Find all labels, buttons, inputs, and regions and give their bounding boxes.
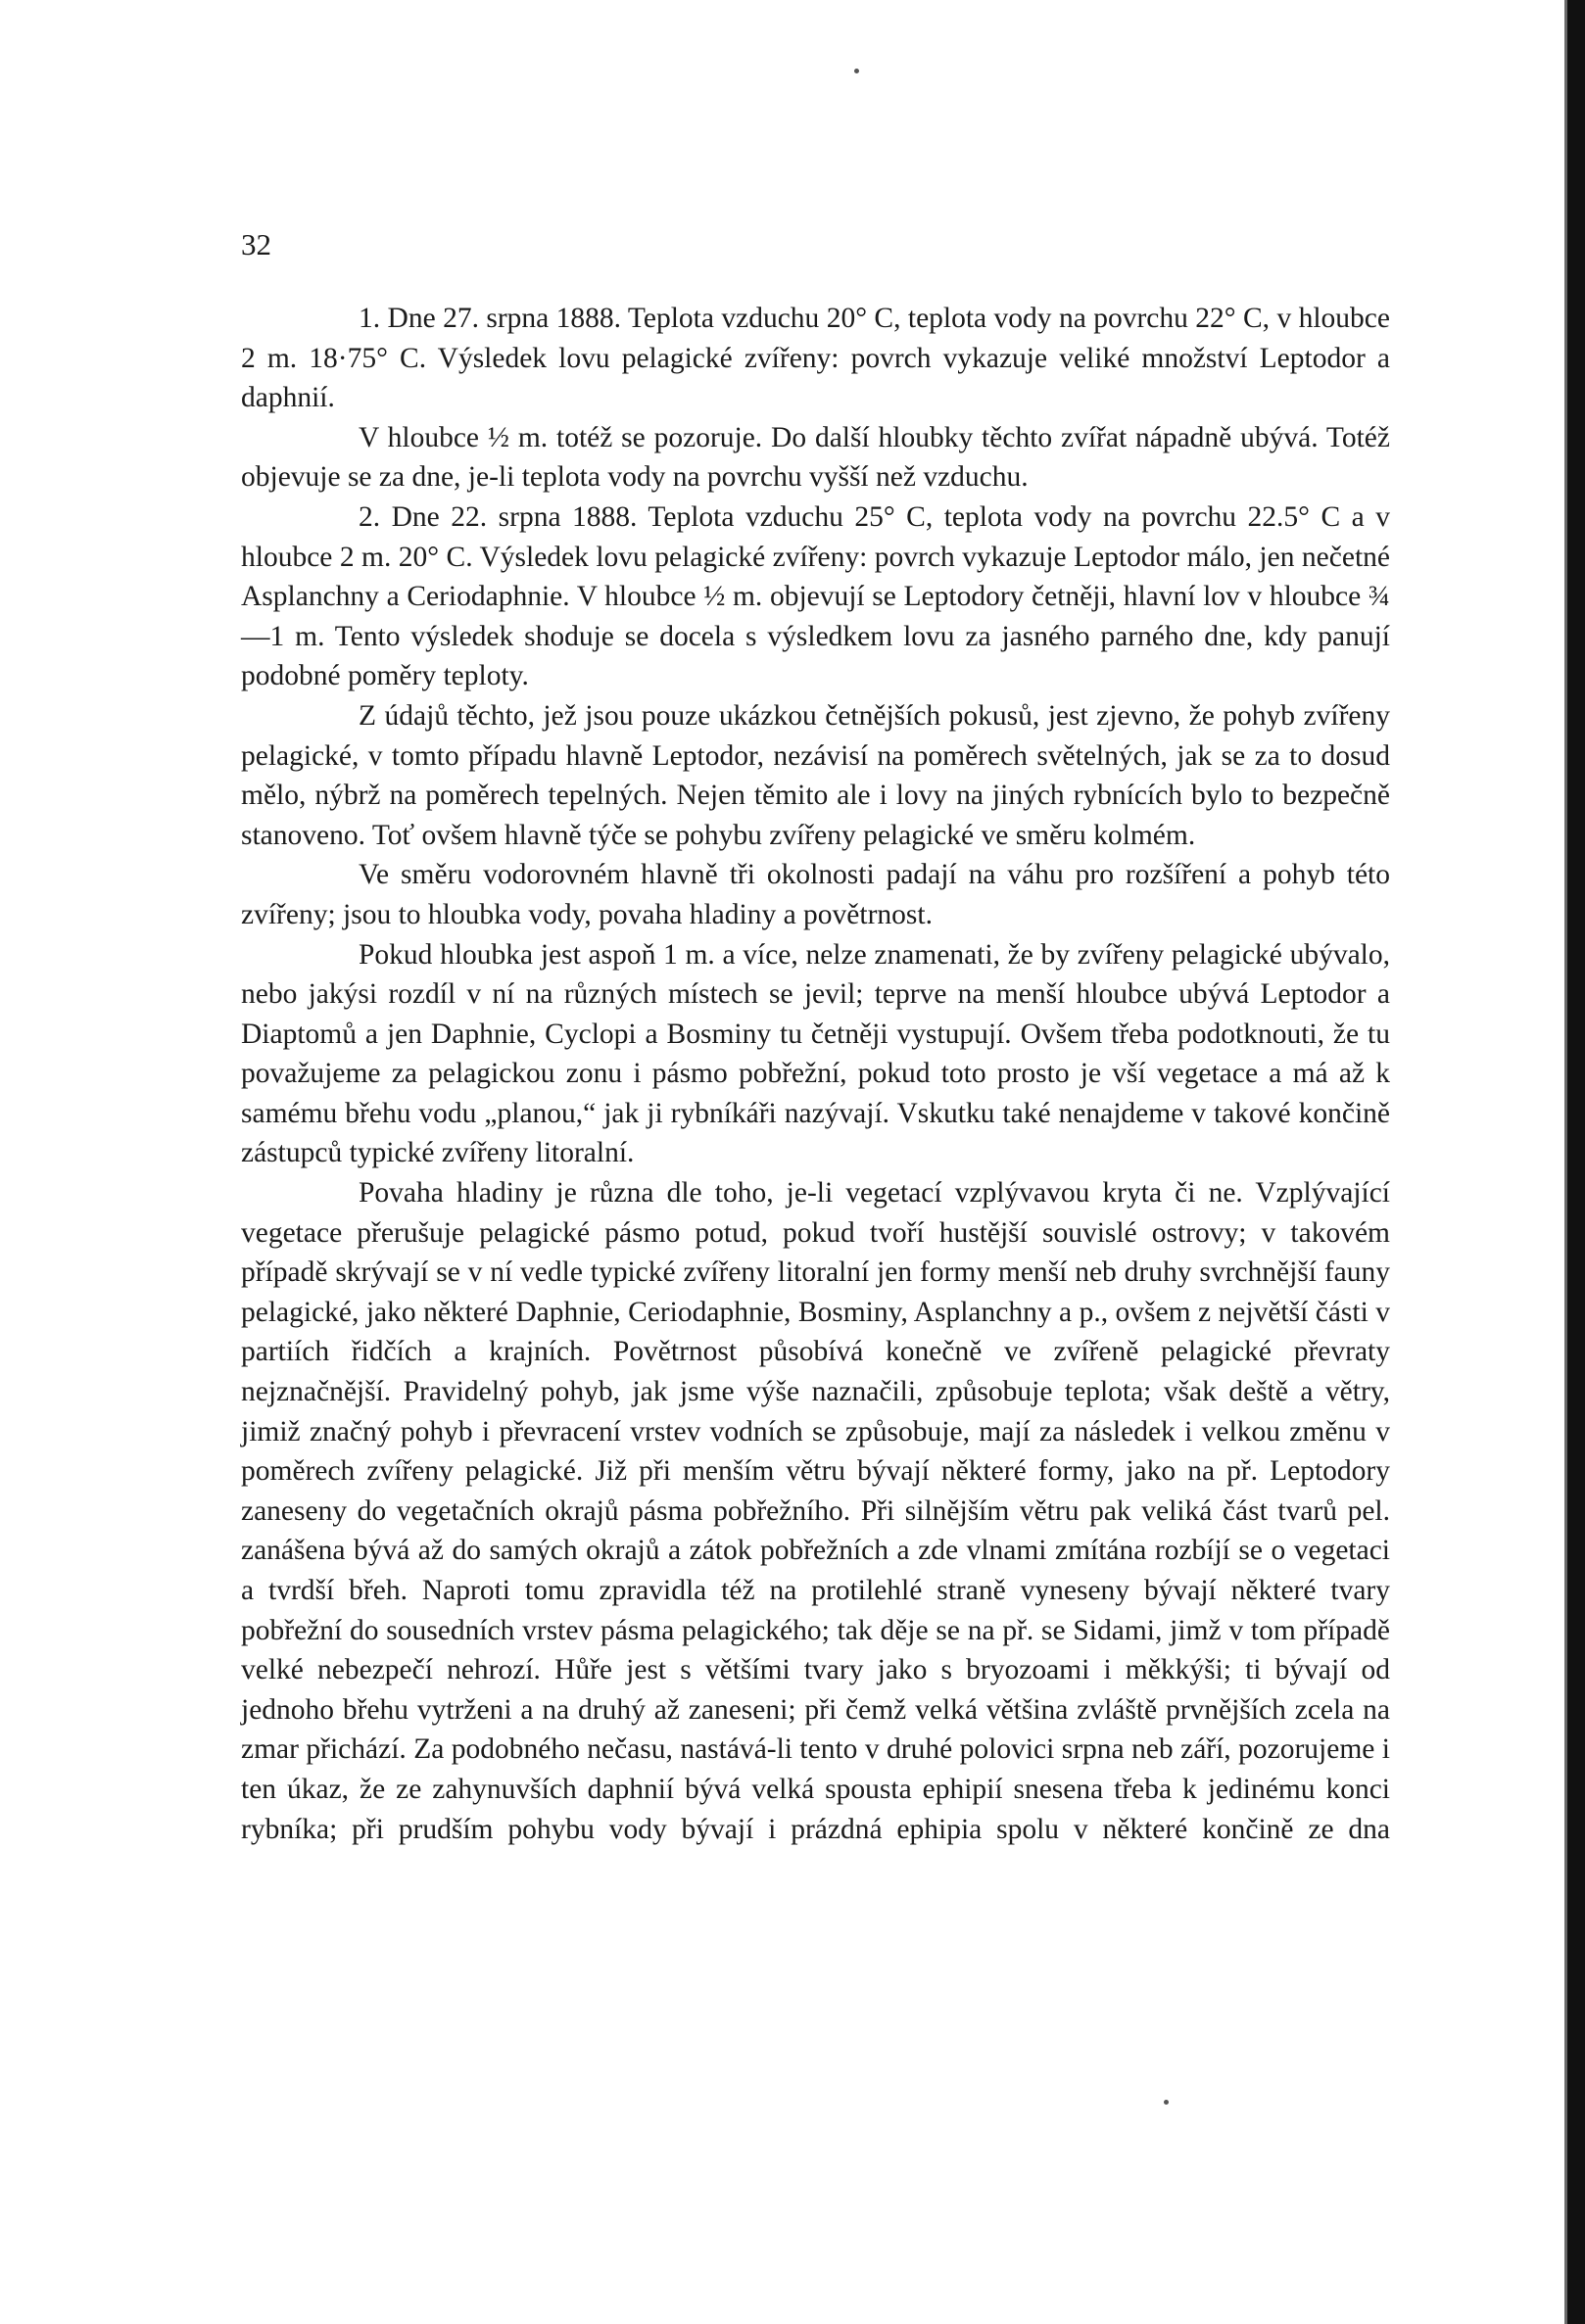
paragraph: V hloubce ½ m. totéž se pozoruje. Do další hloubky těchto zvířat nápadně ubývá. Totéž objevuje se za dne, je-li teplota vody na povrchu vyšší než vzduchu. xyxy=(241,421,1390,494)
scan-speck xyxy=(1164,2100,1169,2105)
paragraph: Pokud hloubka jest aspoň 1 m. a více, nelze znamenati, že by zvířeny pelagické ubývalo, nebo jakýsi rozdíl v ní na různých místech se jevil; teprve na menší hloubce ubývá Leptodor a Diaptomů a jen Daphnie, Cyclopi a Bosminy tu četněji vystupují. Ovšem třeba podotknouti, že tu považujeme za pelagickou zonu i pásmo pobřežní, pokud toto prosto je vší vegetace a má až k samému břehu vodu „planou,“ jak ji rybníkáři nazývají. Vskutku také nenajdeme v takové končině zástupců typické zvířeny litoralní. xyxy=(241,938,1390,1169)
scan-speck xyxy=(854,69,859,73)
scan-border xyxy=(1567,0,1585,2324)
paragraph: Z údajů těchto, jež jsou pouze ukázkou četnějších pokusů, jest zjevno, že pohyb zvířeny pelagické, v tomto případu hlavně Leptodor, nezávisí na poměrech světelných, jak se za to dosud mělo, nýbrž na poměrech tepelných. Nejen těmito ale i lovy na jiných rybnících bylo to bezpečně stanoveno. Toť ovšem hlavně týče se pohybu zvířeny pelagické ve směru kolmém. xyxy=(241,699,1390,851)
page-number: 32 xyxy=(241,227,271,261)
paragraph: 2. Dne 22. srpna 1888. Teplota vzduchu 25° C, teplota vody na povrchu 22.5° C a v hloubce 2 m. 20° C. Výsledek lovu pelagické zvířeny: povrch vykazuje Leptodor málo, jen nečetné Asplanchny a Ceriodaphnie. V hloubce ½ m. objevují se Leptodory četněji, hlavní lov v hloubce ¾—1 m. Tento výsledek shoduje se docela s výsledkem lovu za jasného parného dne, kdy panují podobné poměry teploty. xyxy=(241,500,1390,692)
paragraph: Ve směru vodorovném hlavně tři okolnosti padají na váhu pro rozšíření a pohyb této zvířeny; jsou to hloubka vody, povaha hladiny a povětrnost. xyxy=(241,859,1390,930)
paragraph: Povaha hladiny je různa dle toho, je-li vegetací vzplývavou kryta či ne. Vzplývající vegetace přerušuje pelagické pásmo potud, pokud tvoří hustější souvislé ostrovy; v takovém případě skrývají se v ní vedle typické zvířeny litoralní jen formy menší neb druhy svrchnější fauny pelagické, jako některé Daphnie, Ceriodaphnie, Bosminy, Asplanchny a p., ovšem z největší části v partiích řidčích a krajních. Povětrnost působívá konečně ve zvířeně pelagické převraty nejznačnější. Pravidelný pohyb, jak jsme výše naznačili, způsobuje teplota; však deště a větry, jimiž značný pohyb i převracení vrstev vodních se způsobuje, mají za následek i velkou změnu v poměrech zvířeny pelagické. Již při menším větru bývají některé formy, jako na př. Leptodory zaneseny do vegetačních okrajů pásma pobřežního. Při silnějším větru pak veliká část tvarů pel. zanášena bývá až do samých okrajů a zátok pobřežních a zde vlnami zmítána rozbíjí se o vegetaci a tvrdší břeh. Naproti tomu zpravidla též na protilehlé straně vyneseny bývají některé tvary pobřežní do sousedních vrstev pásma pelagického; tak děje se na př. se Sidami, jimž v tom případě velké nebezpečí nehrozí. Hůře jest s většími tvary jako s bryozoami i měkkýši; ti bývají od jednoho břehu vytrženi a na druhý až zaneseni; při čemž velká většina zvláště prvnějších zcela na zmar přichází. Za podobného nečasu, nastává-li tento v druhé polovici srpna neb září, pozorujeme i ten úkaz, že ze zahynuvších daphnií bývá velká spousta ephipií snesena třeba k jedinému konci rybníka; při prudším pohybu vody bývají i prázdná ephipia spolu v některé končině ze dna xyxy=(241,1177,1390,1845)
paragraph: 1. Dne 27. srpna 1888. Teplota vzduchu 20° C, teplota vody na povrchu 22° C, v hloubce 2 m. 18·75° C. Výsledek lovu pelagické zvířeny: povrch vykazuje veliké množství Leptodor a daphnií. xyxy=(241,303,1390,414)
body-text xyxy=(241,299,1390,1849)
